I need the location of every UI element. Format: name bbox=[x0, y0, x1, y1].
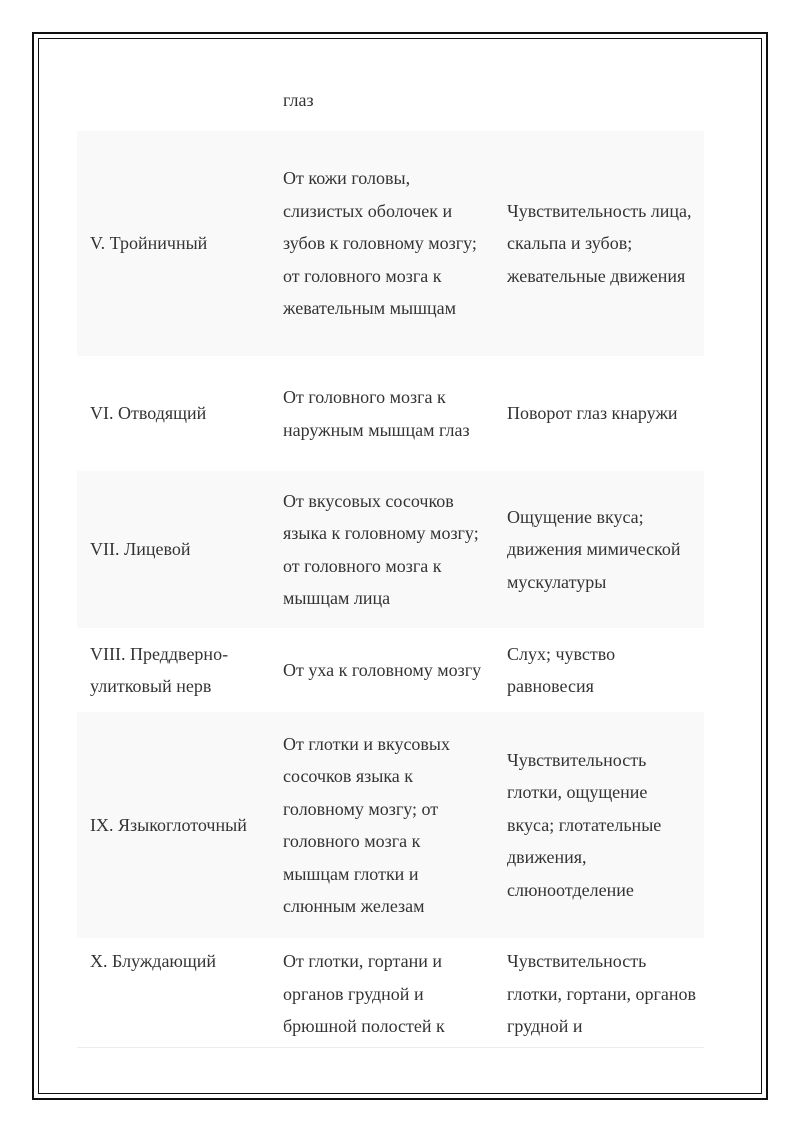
function-cell: Слух; чувство равновесия bbox=[507, 643, 616, 696]
path-cell: От головного мозга к наружным мышцам глаз bbox=[283, 387, 470, 440]
nerve-cell: V. Тройничный bbox=[90, 233, 208, 254]
function-cell: Чувствительность глотки, ощущение вкуса; глотательные движения, слюноотделение bbox=[507, 749, 662, 900]
table-row bbox=[77, 938, 704, 1048]
nerve-cell: X. Блуждающий bbox=[90, 951, 216, 971]
table-row bbox=[77, 471, 704, 628]
path-cell: От глотки, гортани и органов грудной и брюшной полостей к bbox=[283, 951, 445, 1036]
function-cell: Чувствительность глотки, гортани, органов грудной и bbox=[507, 951, 696, 1036]
table-row bbox=[77, 131, 704, 356]
nerve-cell: VIII. Преддверно-улитковый нерв bbox=[90, 643, 229, 696]
path-cell: глаз bbox=[283, 89, 314, 110]
path-cell: От вкусовых сосочков языка к головному мозгу; от головного мозга к мышцам лица bbox=[283, 490, 479, 608]
table-row bbox=[77, 628, 704, 712]
table-row bbox=[77, 64, 704, 131]
cranial-nerves-table bbox=[77, 64, 704, 1048]
function-cell: Чувствительность лица, скальпа и зубов; жевательные движения bbox=[507, 200, 692, 286]
path-cell: От кожи головы, слизистых оболочек и зубов к головному мозгу; от головного мозга к жевательным мышцам bbox=[283, 168, 477, 319]
function-cell: Поворот глаз кнаружи bbox=[507, 403, 678, 424]
nerve-cell: VI. Отводящий bbox=[90, 403, 207, 424]
path-cell: От уха к головному мозгу bbox=[283, 659, 482, 680]
function-cell: Ощущение вкуса; движения мимической мускулатуры bbox=[507, 506, 681, 592]
table-row bbox=[77, 712, 704, 938]
path-cell: От глотки и вкусовых сосочков языка к головному мозгу; от головного мозга к мышцам глотки и слюнным железам bbox=[283, 733, 451, 916]
nerve-cell: VII. Лицевой bbox=[90, 539, 191, 560]
nerve-cell: IX. Языкоглоточный bbox=[90, 814, 247, 835]
table-row bbox=[77, 356, 704, 471]
